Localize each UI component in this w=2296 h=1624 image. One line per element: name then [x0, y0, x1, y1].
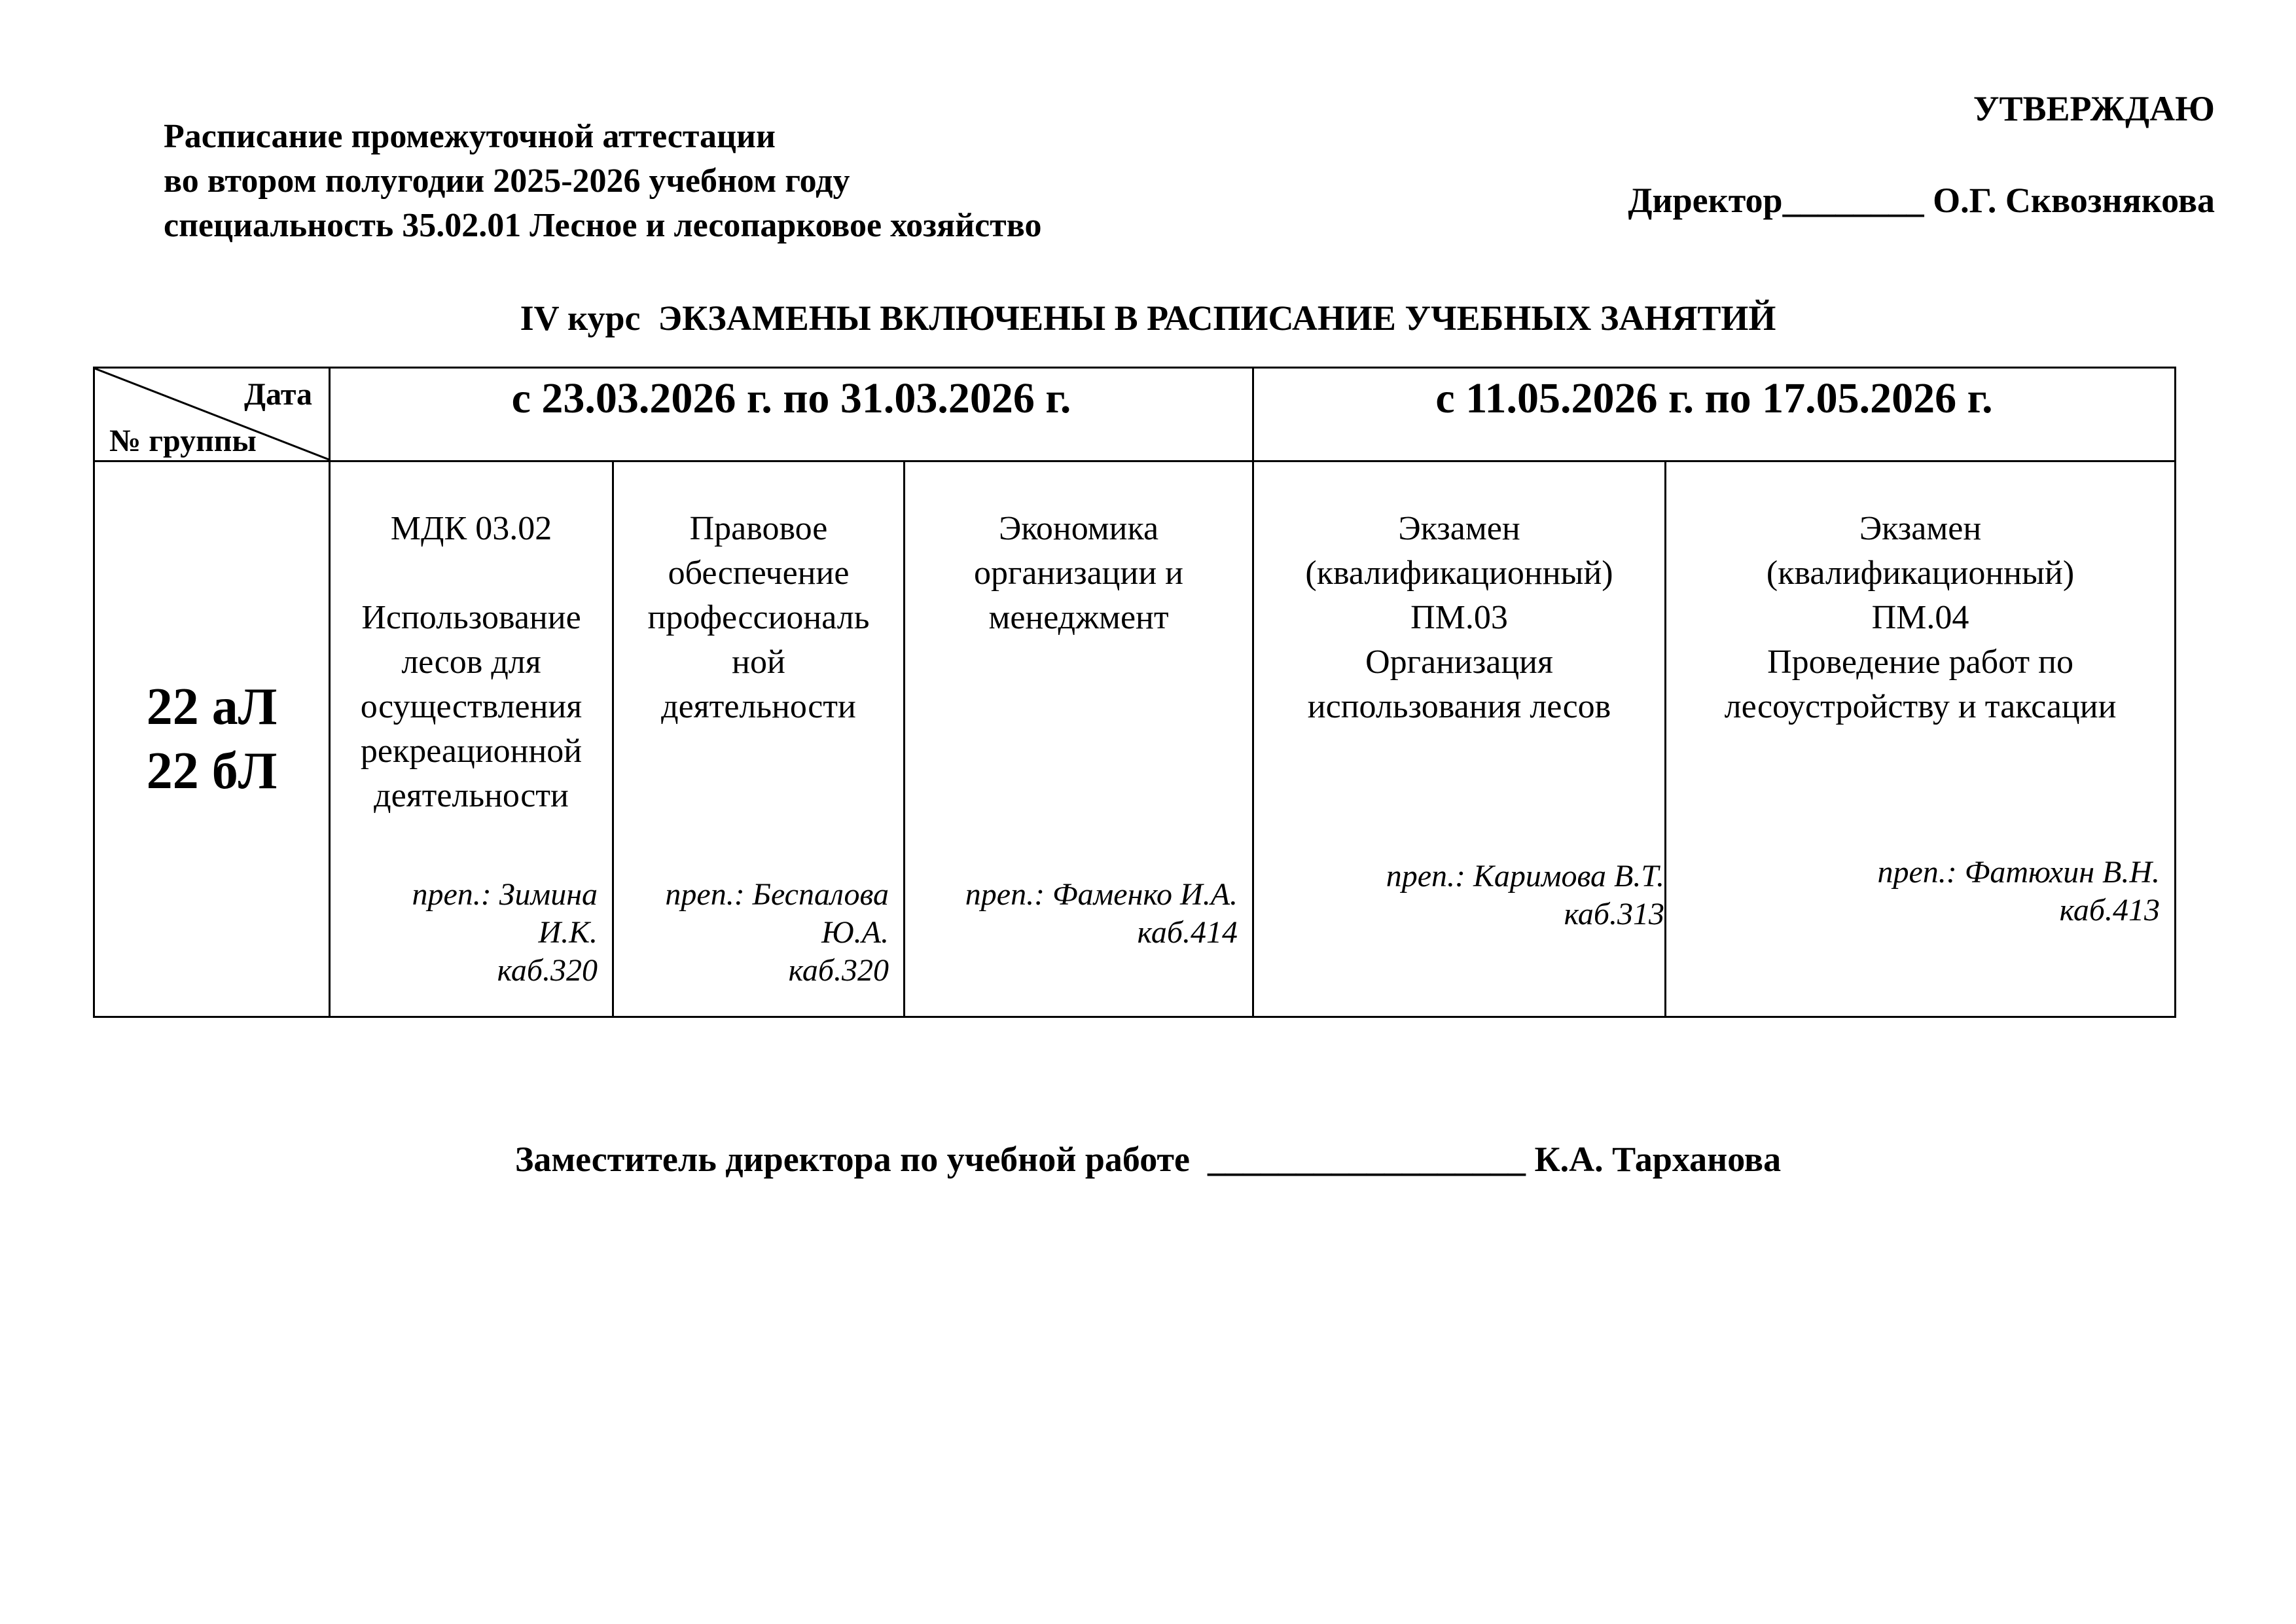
period-header-2	[1253, 368, 2176, 461]
subject-text: Экзамен (квалификационный) ПМ.03 Организация использования лесов	[1305, 510, 1613, 725]
director-signature-line: Директор________ О.Г. Сквознякова	[1628, 181, 2215, 220]
teacher-text: преп.: Зимина И.К. каб.320	[412, 877, 598, 988]
teacher-text: преп.: Фаменко И.А. каб.414	[965, 877, 1238, 950]
period-header-1	[330, 368, 1253, 461]
approval-stamp: УТВЕРЖДАЮ	[1973, 89, 2215, 128]
deputy-signature-line: Заместитель директора по учебной работе __________________ К.А. Тарханова	[514, 1140, 1782, 1179]
teacher-text: преп.: Каримова В.Т. каб.313	[1386, 859, 1665, 931]
exam-cell-5	[1666, 461, 2176, 1017]
teacher-text: преп.: Фатюхин В.Н. каб.413	[1877, 855, 2161, 928]
title-line-1: Расписание промежуточной аттестации	[164, 118, 776, 155]
document-title	[164, 115, 1041, 248]
subject-text: Экзамен (квалификационный) ПМ.04 Проведение работ по лесоустройству и таксации	[1724, 510, 2117, 725]
period-1-label: с 23.03.2026 г. по 31.03.2026 г.	[511, 374, 1071, 422]
period-2-label: с 11.05.2026 г. по 17.05.2026 г.	[1435, 374, 1993, 422]
course-subtitle: IV курс ЭКЗАМЕНЫ ВКЛЮЧЕНЫ В РАСПИСАНИЕ УЧЕБНЫХ ЗАНЯТИЙ	[520, 298, 1776, 338]
exam-cell-3	[905, 461, 1253, 1017]
subject-text: Экономика организации и менеджмент	[974, 510, 1183, 636]
table-header-row	[94, 368, 2176, 461]
group-label-1: 22 аЛ	[146, 678, 278, 736]
title-line-2: во втором полугодии 2025-2026 учебном году	[164, 162, 850, 200]
corner-group-label: № группы	[109, 424, 257, 458]
teacher-text: преп.: Беспалова Ю.А. каб.320	[665, 877, 889, 988]
exam-cell-4	[1253, 461, 1666, 1017]
subject-text: Правовое обеспечение профессиональ ной деятельности	[647, 510, 870, 725]
corner-date-label: Дата	[244, 377, 312, 412]
exam-cell-2	[613, 461, 905, 1017]
corner-cell	[94, 368, 330, 461]
table-row	[94, 461, 2176, 1017]
title-line-3: специальность 35.02.01 Лесное и лесопарковое хозяйство	[164, 207, 1042, 244]
exam-cell-1	[330, 461, 613, 1017]
group-cell	[94, 461, 330, 1017]
group-label-2: 22 бЛ	[146, 742, 278, 800]
subject-text: МДК 03.02 Использование лесов для осуществления рекреационной деятельности	[360, 510, 583, 814]
schedule-table	[93, 367, 2176, 1018]
